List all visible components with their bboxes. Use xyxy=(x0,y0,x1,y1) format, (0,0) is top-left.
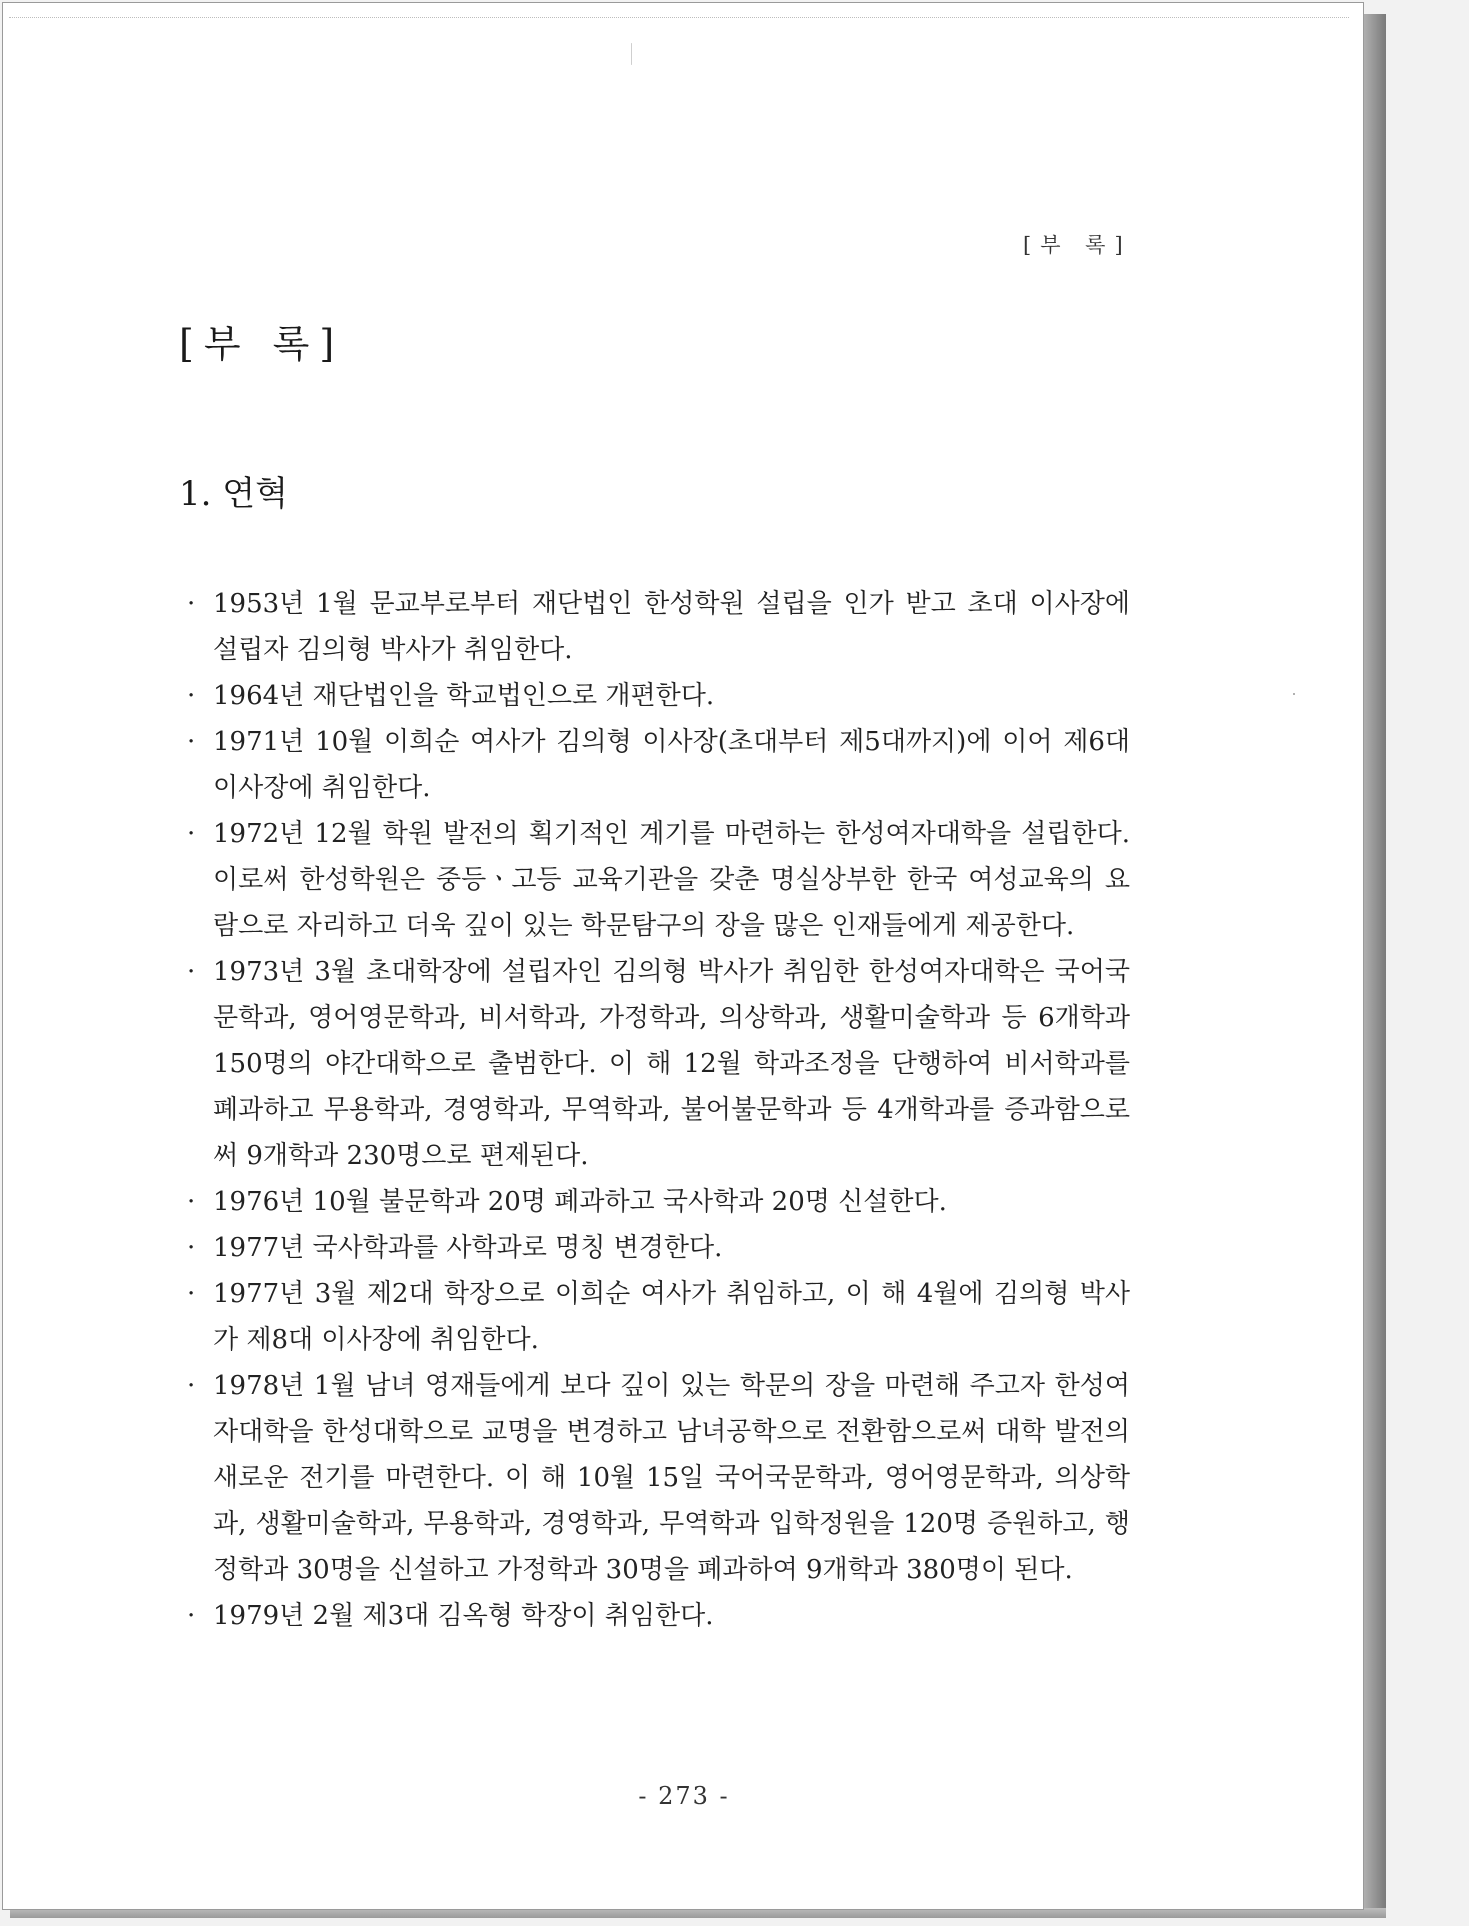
entry-text: 1979년 2월 제3대 김옥형 학장이 취임한다. xyxy=(213,1601,714,1631)
chronology-entry xyxy=(185,1179,1130,1225)
entry-text: 1964년 재단법인을 학교법인으로 개편한다. xyxy=(213,681,715,711)
bullet-icon: · xyxy=(187,1187,196,1217)
page-number: - 273 - xyxy=(638,1782,730,1810)
entry-text: 1953년 1월 문교부로부터 재단법인 한성학원 설립을 인가 받고 초대 이사장에 설립자 김의형 박사가 취임한다. xyxy=(213,589,1130,665)
chronology-entry xyxy=(185,1271,1130,1363)
entry-text: 1972년 12월 학원 발전의 획기적인 계기를 마련하는 한성여자대학을 설립한다. 이로써 한성학원은 중등ㆍ고등 교육기관을 갖춘 명실상부한 한국 여성교육의 요람으로 자리하고 더욱 깊이 있는 학문탐구의 장을 많은 인재들에게 제공한다. xyxy=(213,819,1130,941)
bullet-icon: · xyxy=(187,1233,196,1263)
chronology-entry xyxy=(185,1363,1130,1593)
scan-top-rule xyxy=(9,17,1349,18)
bullet-icon: · xyxy=(187,819,196,849)
chronology-entry xyxy=(185,811,1130,949)
entry-text: 1977년 국사학과를 사학과로 명칭 변경한다. xyxy=(213,1233,723,1263)
chronology-entry xyxy=(185,719,1130,811)
entry-text: 1976년 10월 불문학과 20명 폐과하고 국사학과 20명 신설한다. xyxy=(213,1187,947,1217)
subsection-title: 1. 연혁 xyxy=(179,474,288,514)
chronology-entry xyxy=(185,1225,1130,1271)
scan-speck xyxy=(1293,693,1295,695)
chronology-entry xyxy=(185,949,1130,1179)
document-page xyxy=(2,2,1364,1910)
chronology-entry xyxy=(185,581,1130,673)
entry-text: 1978년 1월 남녀 영재들에게 보다 깊이 있는 학문의 장을 마련해 주고자 한성여자대학을 한성대학으로 교명을 변경하고 남녀공학으로 전환함으로써 대학 발전의 새로운 전기를 마련한다. 이 해 10월 15일 국어국문학과, 영어영문학과, 의상학과, 생활미술학과, 무용학과, 경영학과, 무역학과 입학정원을 120명 증원하고, 행정학과 30명을 신설하고 가정학과 30명을 폐과하여 9개학과 380명이 된다. xyxy=(213,1371,1130,1585)
bullet-icon: · xyxy=(187,681,196,711)
section-title: [부 록] xyxy=(179,322,345,366)
scan-mark xyxy=(631,43,632,65)
chronology-list xyxy=(185,581,1130,1639)
bullet-icon: · xyxy=(187,1601,196,1631)
entry-text: 1971년 10월 이희순 여사가 김의형 이사장(초대부터 제5대까지)에 이어 제6대 이사장에 취임한다. xyxy=(213,727,1130,803)
running-header: [부 록] xyxy=(1023,233,1132,257)
bullet-icon: · xyxy=(187,957,196,987)
entry-text: 1977년 3월 제2대 학장으로 이희순 여사가 취임하고, 이 해 4월에 김의형 박사가 제8대 이사장에 취임한다. xyxy=(213,1279,1130,1355)
bullet-icon: · xyxy=(187,727,196,757)
chronology-entry xyxy=(185,673,1130,719)
bullet-icon: · xyxy=(187,1279,196,1309)
chronology-entry xyxy=(185,1593,1130,1639)
bullet-icon: · xyxy=(187,1371,196,1401)
bullet-icon: · xyxy=(187,589,196,619)
entry-text: 1973년 3월 초대학장에 설립자인 김의형 박사가 취임한 한성여자대학은 국어국문학과, 영어영문학과, 비서학과, 가정학과, 의상학과, 생활미술학과 등 6개학과 150명의 야간대학으로 출범한다. 이 해 12월 학과조정을 단행하여 비서학과를 폐과하고 무용학과, 경영학과, 무역학과, 불어불문학과 등 4개학과를 증과함으로써 9개학과 230명으로 편제된다. xyxy=(213,957,1130,1171)
